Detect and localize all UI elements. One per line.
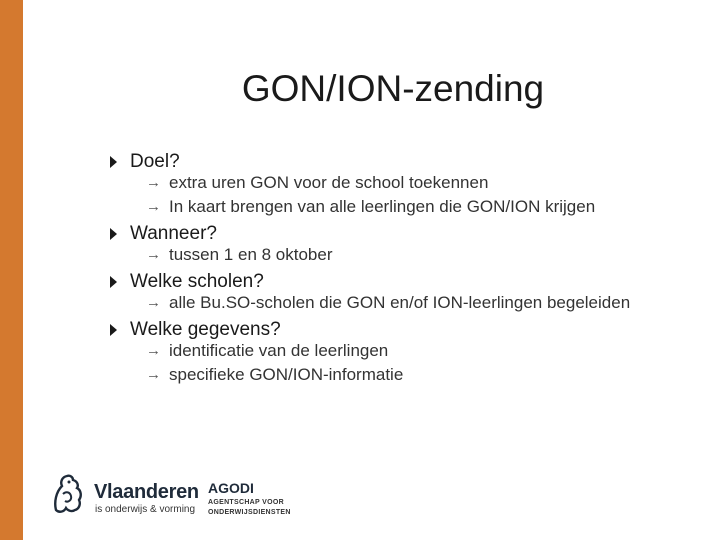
sub-bullet-text: extra uren GON voor de school toekennen — [169, 173, 489, 192]
flemish-lion-icon — [48, 472, 88, 516]
sub-bullet-text: In kaart brengen van alle leerlingen die GON/ION krijgen — [169, 197, 596, 216]
sub-bullet-list — [142, 246, 708, 264]
bullet-item — [108, 150, 708, 216]
agodi-logo-subtitle: AGENTSCHAP VOOR ONDERWIJSDIENSTEN — [208, 499, 291, 516]
sub-bullet — [142, 246, 708, 264]
sub-bullet-text: tussen 1 en 8 oktober — [169, 245, 333, 264]
bullet-label: Doel? — [130, 151, 180, 172]
arrow-right-icon: → — [146, 174, 161, 191]
triangle-right-icon — [110, 228, 117, 240]
sub-bullet-text: specifieke GON/ION-informatie — [169, 365, 404, 384]
bullet-heading — [108, 270, 708, 294]
arrow-right-icon: → — [146, 366, 161, 383]
arrow-right-icon: → — [146, 342, 161, 359]
triangle-right-icon — [110, 324, 117, 336]
arrow-right-icon: → — [146, 198, 161, 215]
sub-bullet — [142, 198, 708, 216]
bullet-heading — [108, 222, 708, 246]
sub-bullet — [142, 366, 708, 384]
sub-bullet-text: alle Bu.SO-scholen die GON en/of ION-leerlingen begeleiden — [169, 293, 631, 312]
bullet-label: Wanneer? — [130, 223, 217, 244]
bullet-heading — [108, 150, 708, 174]
triangle-right-icon — [110, 276, 117, 288]
bullet-label: Welke scholen? — [130, 271, 264, 292]
bullet-label: Welke gegevens? — [130, 319, 281, 340]
sub-bullet — [142, 342, 708, 360]
sub-bullet-list — [142, 294, 708, 312]
agodi-logo-name: AGODI — [208, 480, 254, 496]
sub-bullet-list — [142, 174, 708, 216]
bullet-heading — [108, 318, 708, 342]
sub-bullet-list — [142, 342, 708, 384]
sub-bullet-text: identificatie van de leerlingen — [169, 341, 389, 360]
bullet-item — [108, 222, 708, 264]
slide-title: GON/ION-zending — [241, 68, 545, 109]
vlaanderen-logo-tagline: is onderwijs & vorming — [95, 504, 196, 515]
sub-bullet — [142, 174, 708, 192]
arrow-right-icon: → — [146, 294, 161, 311]
vlaanderen-logo-name: Vlaanderen — [94, 481, 199, 503]
bullet-item — [108, 318, 708, 384]
sub-bullet — [142, 294, 708, 312]
bullet-list — [108, 150, 708, 390]
bullet-item — [108, 270, 708, 312]
footer-logos — [48, 466, 308, 526]
arrow-right-icon: → — [146, 246, 161, 263]
triangle-right-icon — [110, 156, 117, 168]
